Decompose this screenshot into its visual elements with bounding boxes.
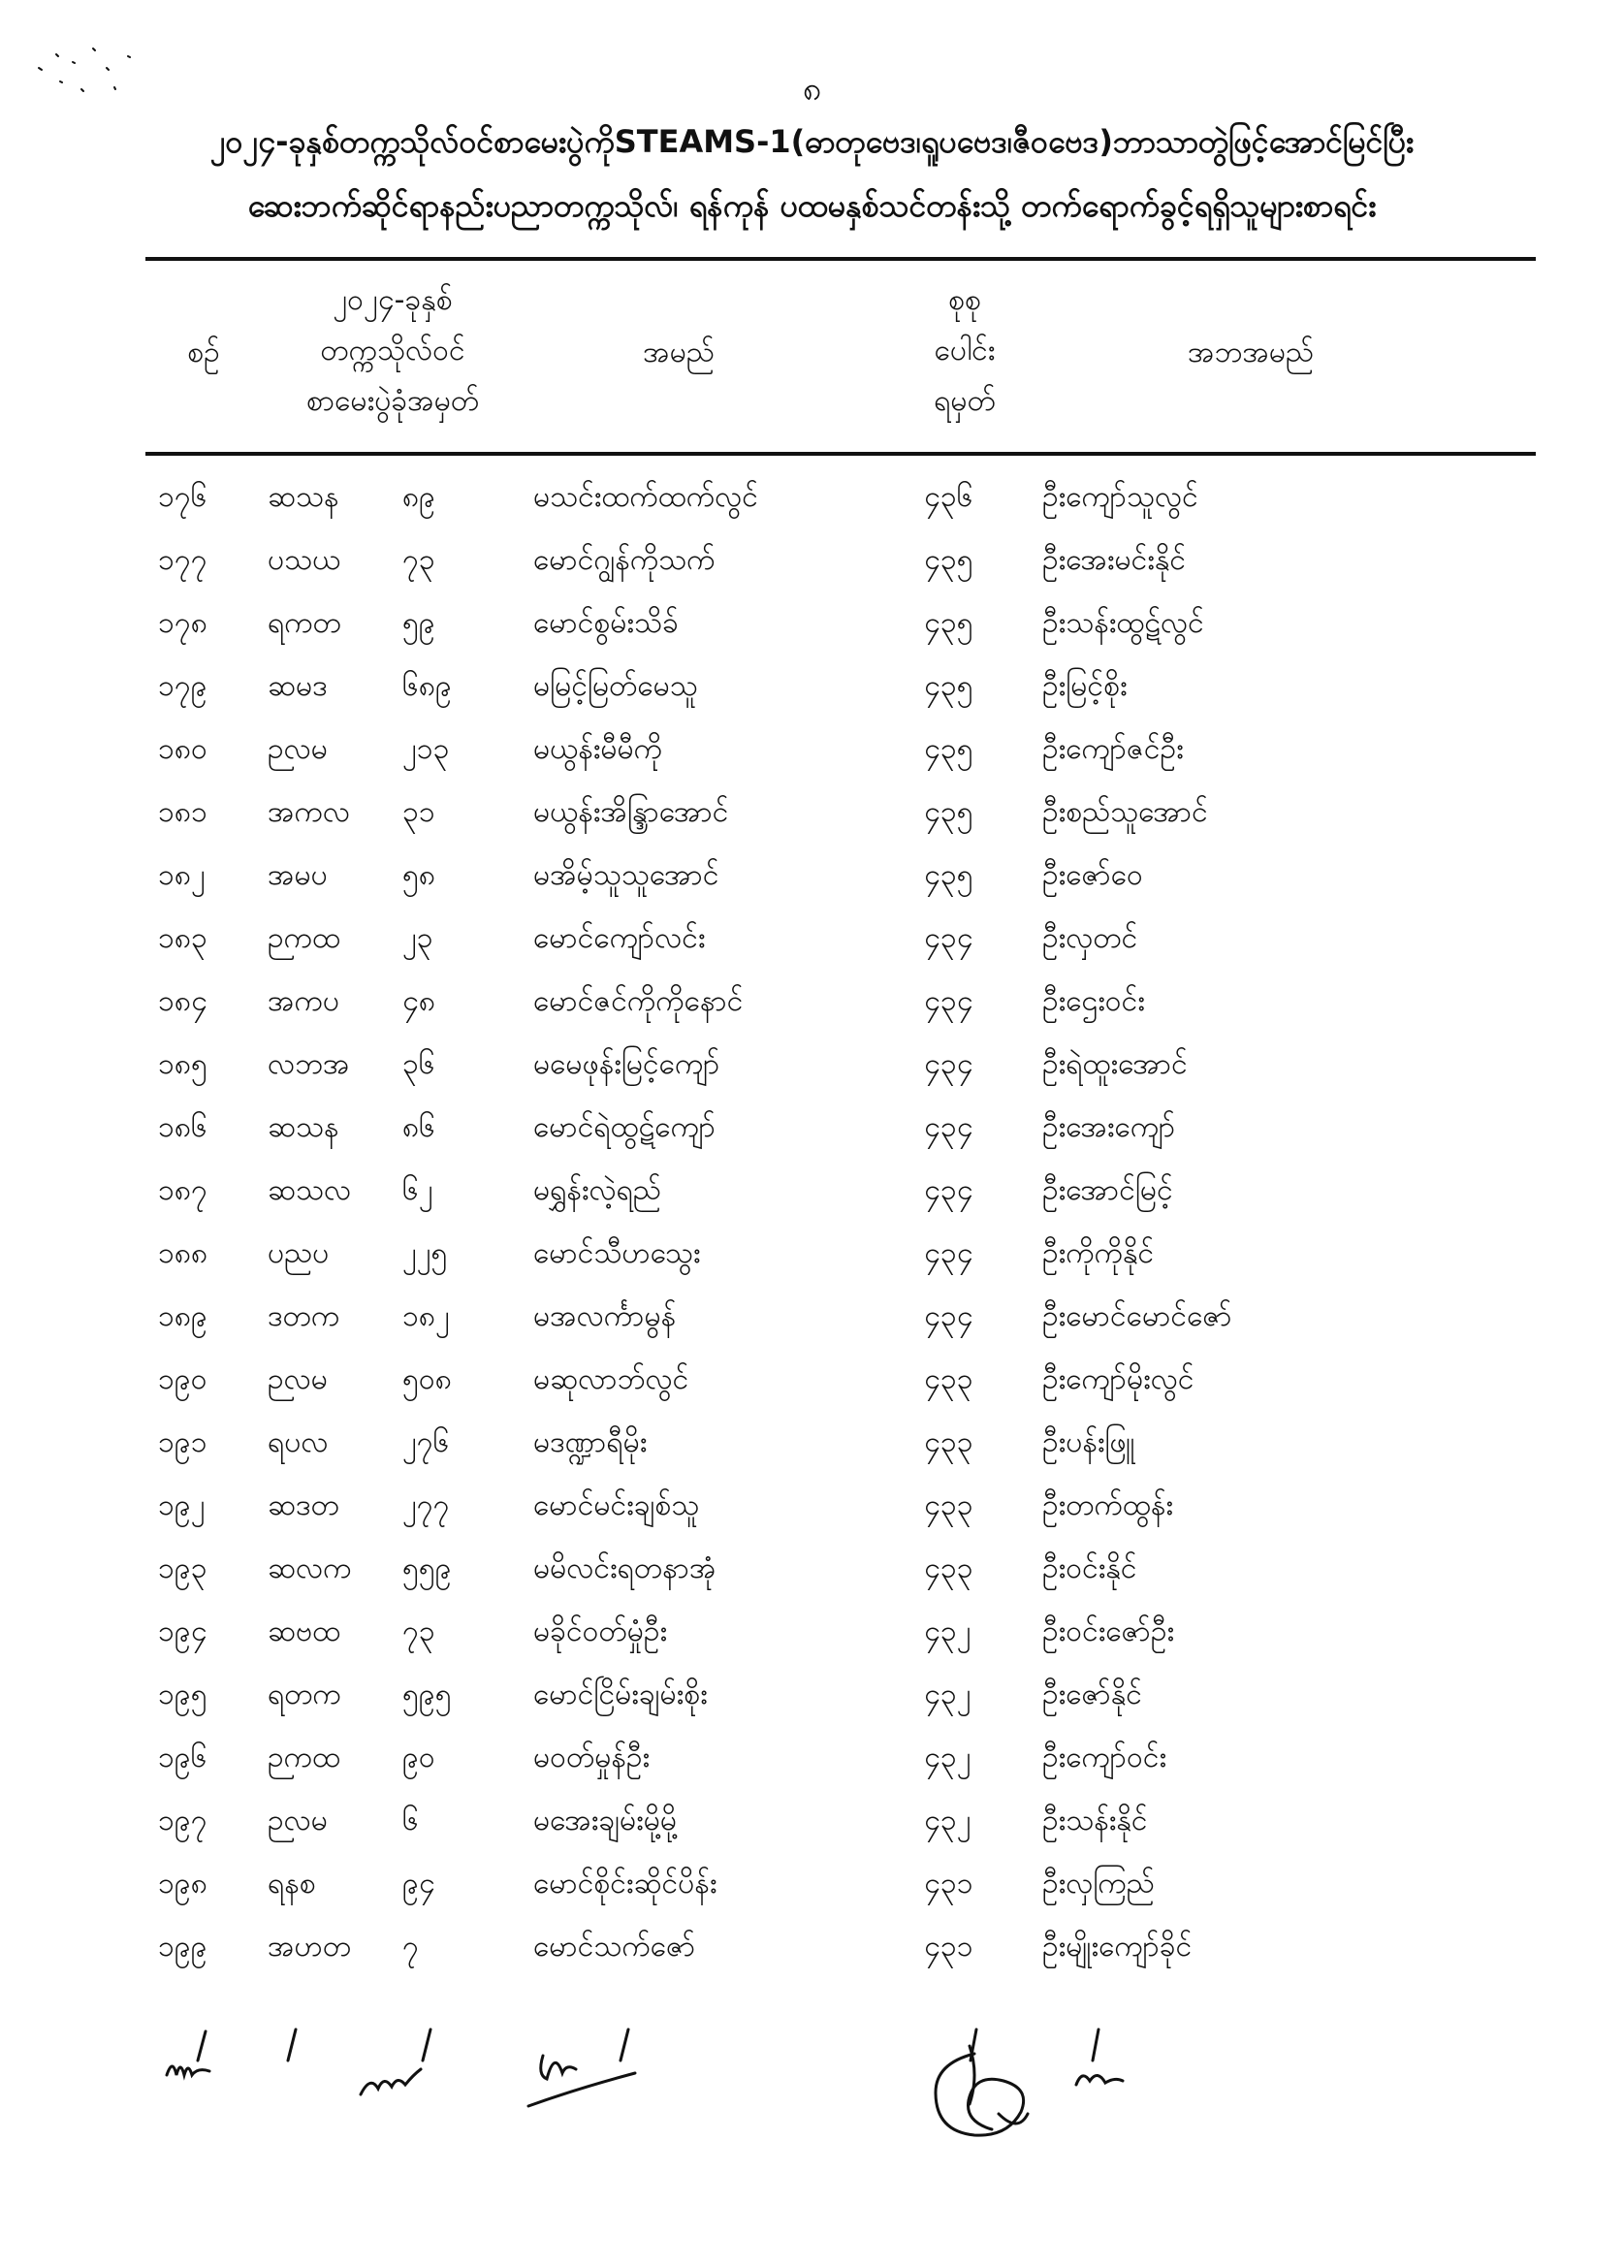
- row-roll-number: ၃၆: [402, 1047, 435, 1081]
- row-roll-number: ၅၅၉: [402, 1551, 452, 1585]
- table-row: [0, 1537, 1624, 1600]
- row-township-code: ရနစ: [268, 1867, 316, 1901]
- row-total-marks: ၄၃၅: [924, 858, 973, 892]
- row-father-name: ဦးသန်းနိုင်: [1042, 1804, 1148, 1837]
- row-township-code: ဉကထ: [268, 1741, 340, 1774]
- header-serial: စဉ်: [187, 335, 220, 369]
- row-total-marks: ၄၃၄: [924, 1299, 973, 1333]
- table-row: [0, 591, 1624, 655]
- row-roll-number: ၇: [402, 1930, 419, 1964]
- table-row: [0, 781, 1624, 844]
- row-township-code: ရပလ: [268, 1425, 329, 1459]
- row-student-name: မအေးချမ်းမို့မို့: [533, 1804, 678, 1837]
- row-township-code: ပသယ: [268, 543, 341, 577]
- row-student-name: မမြင့်မြတ်မေသူ: [533, 669, 698, 703]
- row-roll-number: ၇၃: [402, 1614, 435, 1648]
- row-student-name: မဆုလာဘ်လွင်: [533, 1362, 689, 1396]
- row-student-name: မဒဏ္ဍာရီမိုး: [533, 1425, 648, 1459]
- row-serial: ၁၇၈: [158, 606, 207, 640]
- row-total-marks: ၄၃၃: [924, 1362, 973, 1396]
- row-father-name: ဦးမောင်မောင်ဇော်: [1042, 1299, 1232, 1333]
- row-student-name: မောင်သက်ဇော်: [533, 1930, 696, 1964]
- row-serial: ၁၈၁: [158, 795, 207, 829]
- row-total-marks: ၄၃၅: [924, 543, 973, 577]
- row-roll-number: ၆၂: [402, 1173, 433, 1207]
- row-serial: ၁၈၇: [158, 1173, 207, 1207]
- row-roll-number: ၂၂၅: [402, 1236, 448, 1270]
- row-roll-number: ၄၈: [402, 984, 436, 1018]
- table-row: [0, 1348, 1624, 1411]
- table-row: [0, 1159, 1624, 1222]
- row-serial: ၁၈၈: [158, 1236, 208, 1270]
- row-township-code: ဉလမ: [268, 732, 328, 766]
- row-township-code: ဉကထ: [268, 921, 340, 955]
- row-father-name: ဦးသန်းထွဋ်လွင်: [1042, 606, 1204, 640]
- row-father-name: ဦးကိုကိုနိုင်: [1042, 1236, 1155, 1270]
- row-father-name: ဦးဝင်းဇော်ဦး: [1042, 1614, 1175, 1648]
- row-roll-number: ၈၆: [402, 1110, 436, 1144]
- row-roll-number: ၁၈၂: [402, 1299, 450, 1333]
- row-roll-number: ၅၉၅: [402, 1677, 452, 1711]
- row-father-name: ဦးဌေးဝင်း: [1042, 984, 1145, 1018]
- row-serial: ၁၉၇: [158, 1804, 207, 1837]
- row-father-name: ဦးကျော်မိုးလွင်: [1042, 1362, 1194, 1396]
- row-total-marks: ၄၃၅: [924, 669, 973, 703]
- row-township-code: ဉလမ: [268, 1362, 328, 1396]
- row-serial: ၁၇၇: [158, 543, 207, 577]
- row-township-code: ဆသလ: [268, 1173, 352, 1207]
- row-total-marks: ၄၃၄: [924, 1110, 973, 1144]
- table-row: [0, 465, 1624, 528]
- row-serial: ၁၇၉: [158, 669, 207, 703]
- document-title-line-1: ၂၀၂၄-ခုနှစ်တက္ကသိုလ်ဝင်စာမေးပွဲကိုSTEAMS-1(ဓာတုဗေဒ၊ရူပဗေဒ၊ဇီဝဗေဒ)ဘာသာတွဲဖြင့်အောင်မြင်ပြီး: [209, 123, 1415, 160]
- row-roll-number: ၅၉: [402, 606, 435, 640]
- header-roll-number: [233, 275, 553, 427]
- table-row: [0, 655, 1624, 718]
- signature-5: [1076, 2075, 1123, 2085]
- row-student-name: မသင်းထက်ထက်လွင်: [533, 480, 758, 514]
- row-serial: ၁၉၉: [158, 1930, 207, 1964]
- row-township-code: ဒတက: [268, 1299, 340, 1333]
- row-student-name: မောင်ကျော်လင်း: [533, 921, 706, 955]
- row-student-name: မယွန်းမီမီကို: [533, 732, 663, 766]
- row-total-marks: ၄၃၆: [924, 480, 973, 514]
- row-serial: ၁၇၆: [158, 480, 207, 514]
- row-serial: ၁၉၄: [158, 1614, 207, 1648]
- row-serial: ၁၈၀: [158, 732, 207, 766]
- table-row: [0, 1411, 1624, 1474]
- row-township-code: ဆဒတ: [268, 1488, 339, 1522]
- table-row: [0, 1726, 1624, 1789]
- row-township-code: ရတက: [268, 1677, 341, 1711]
- row-township-code: ဆသန: [268, 1110, 339, 1144]
- row-serial: ၁၈၉: [158, 1299, 207, 1333]
- row-total-marks: ၄၃၁: [924, 1930, 973, 1964]
- row-student-name: မောင်စွမ်းသိခ်: [533, 606, 679, 640]
- row-student-name: မမေဖုန်းမြင့်ကျော်: [533, 1047, 720, 1081]
- row-father-name: ဦးပန်းဖြူ: [1042, 1425, 1135, 1459]
- row-township-code: အကလ: [268, 795, 351, 829]
- row-township-code: ရကတ: [268, 606, 341, 640]
- signature-1: [167, 2066, 209, 2075]
- row-roll-number: ၂၃: [402, 921, 433, 955]
- row-roll-number: ၂၁၃: [402, 732, 450, 766]
- table-top-rule: [145, 257, 1536, 261]
- table-row: [0, 528, 1624, 591]
- header-total-line-3: ရမှတ်: [934, 384, 996, 418]
- row-father-name: ဦးတက်ထွန်း: [1042, 1488, 1173, 1522]
- row-serial: ၁၉၂: [158, 1488, 206, 1522]
- row-student-name: မောင်စိုင်းဆိုင်ပိန်း: [533, 1867, 717, 1901]
- row-roll-number: ၅၀၈: [402, 1362, 452, 1396]
- table-row: [0, 1222, 1624, 1285]
- header-roll-line-1: ၂၀၂၄-ခုနှစ်: [333, 283, 453, 317]
- row-total-marks: ၄၃၂: [924, 1677, 971, 1711]
- row-father-name: ဦးဇော်နိုင်: [1042, 1677, 1142, 1711]
- row-father-name: ဦးအေးကျော်: [1042, 1110, 1176, 1144]
- row-student-name: မအလင်္ကာမွန်: [533, 1299, 677, 1333]
- table-row: [0, 844, 1624, 907]
- row-student-name: မောင်မင်းချစ်သူ: [533, 1488, 700, 1522]
- row-roll-number: ၃၁: [402, 795, 435, 829]
- row-township-code: အဟတ: [268, 1930, 352, 1964]
- header-total-marks: [892, 275, 1037, 427]
- row-father-name: ဦးမျိုးကျော်ခိုင်: [1042, 1930, 1193, 1964]
- table-row: [0, 1096, 1624, 1159]
- row-father-name: ဦးအေးမင်းနိုင်: [1042, 543, 1187, 577]
- header-roll-line-2: တက္ကသိုလ်ဝင်: [320, 334, 465, 367]
- row-township-code: လဘအ: [268, 1047, 350, 1081]
- row-father-name: ဦးဇော်ဝေ: [1042, 858, 1143, 892]
- row-township-code: ပညပ: [268, 1236, 330, 1270]
- row-township-code: ဉလမ: [268, 1804, 328, 1837]
- row-roll-number: ၂၇၇: [402, 1488, 450, 1522]
- table-body: [0, 465, 1624, 1978]
- row-father-name: ဦးကျော်ဇင်ဦး: [1042, 732, 1184, 766]
- header-total-line-2: ပေါင်း: [934, 334, 996, 367]
- row-township-code: ဆသန: [268, 480, 339, 514]
- row-roll-number: ၆၈၉: [402, 669, 452, 703]
- row-father-name: ဦးလှကြည်: [1042, 1867, 1155, 1901]
- row-total-marks: ၄၃၄: [924, 1236, 973, 1270]
- row-roll-number: ၈၉: [402, 480, 436, 514]
- row-serial: ၁၉၁: [158, 1425, 207, 1459]
- row-serial: ၁၈၄: [158, 984, 207, 1018]
- row-student-name: မောင်သီဟသွေး: [533, 1236, 701, 1270]
- row-total-marks: ၄၃၂: [924, 1614, 971, 1648]
- row-student-name: မမိလင်းရတနာအုံ: [533, 1551, 716, 1585]
- row-total-marks: ၄၃၃: [924, 1425, 973, 1459]
- row-township-code: ဆလက: [268, 1551, 352, 1585]
- header-father-name: အဘအမည်: [1187, 335, 1315, 369]
- row-total-marks: ၄၃၃: [924, 1551, 973, 1585]
- row-serial: ၁၉၆: [158, 1741, 207, 1774]
- row-total-marks: ၄၃၄: [924, 1173, 973, 1207]
- row-serial: ၁၉၀: [158, 1362, 207, 1396]
- row-total-marks: ၄၃၅: [924, 795, 973, 829]
- row-total-marks: ၄၃၄: [924, 984, 973, 1018]
- table-header-rule: [145, 452, 1536, 456]
- row-student-name: မောင်ငြိမ်းချမ်းစိုး: [533, 1677, 708, 1711]
- row-father-name: ဦးစည်သူအောင်: [1042, 795, 1208, 829]
- row-total-marks: ၄၃၁: [924, 1867, 973, 1901]
- row-township-code: ဆမဒ: [268, 669, 328, 703]
- row-roll-number: ၂၇၆: [402, 1425, 450, 1459]
- row-father-name: ဦးရဲထူးအောင်: [1042, 1047, 1188, 1081]
- signature-2: [361, 2069, 421, 2094]
- row-township-code: ဆဗထ: [268, 1614, 341, 1648]
- table-row: [0, 1663, 1624, 1726]
- table-row: [0, 1285, 1624, 1348]
- row-roll-number: ၅၈: [402, 858, 436, 892]
- table-row: [0, 907, 1624, 970]
- table-row: [0, 1852, 1624, 1915]
- table-row: [0, 718, 1624, 781]
- table-row: [0, 970, 1624, 1033]
- table-row: [0, 1789, 1624, 1852]
- row-student-name: မအိမ့်သူသူအောင်: [533, 858, 719, 892]
- row-serial: ၁၉၈: [158, 1867, 207, 1901]
- row-father-name: ဦးဝင်းနိုင်: [1042, 1551, 1137, 1585]
- table-row: [0, 1600, 1624, 1663]
- row-father-name: ဦးမြင့်စိုး: [1042, 669, 1128, 703]
- row-total-marks: ၄၃၃: [924, 1488, 973, 1522]
- row-student-name: မယွန်းအိန္ဒြာအောင်: [533, 795, 729, 829]
- row-serial: ၁၈၆: [158, 1110, 207, 1144]
- page-number: ၈: [802, 70, 822, 109]
- row-serial: ၁၈၃: [158, 921, 207, 955]
- row-total-marks: ၄၃၂: [924, 1741, 971, 1774]
- row-total-marks: ၄၃၄: [924, 1047, 973, 1081]
- row-student-name: မရွှန်းလဲ့ရည်: [533, 1173, 661, 1207]
- row-roll-number: ၇၃: [402, 543, 435, 577]
- row-serial: ၁၉၅: [158, 1677, 207, 1711]
- document-title-line-2: ဆေးဘက်ဆိုင်ရာနည်းပညာတက္ကသိုလ်၊ ရန်ကုန် ပထမနှစ်သင်တန်းသို့ တက်ရောက်ခွင့်ရရှိသူများစာရင်း: [247, 187, 1377, 224]
- row-serial: ၁၈၅: [158, 1047, 207, 1081]
- row-student-name: မခိုင်ဝတ်မှုံဦး: [533, 1614, 668, 1648]
- header-total-line-1: စုစု: [948, 283, 981, 317]
- row-father-name: ဦးကျော်ဝင်း: [1042, 1741, 1167, 1774]
- row-father-name: ဦးကျော်သူလွင်: [1042, 480, 1198, 514]
- row-serial: ၁၈၂: [158, 858, 206, 892]
- row-roll-number: ၉၀: [402, 1741, 435, 1774]
- row-total-marks: ၄၃၂: [924, 1804, 971, 1837]
- row-total-marks: ၄၃၄: [924, 921, 973, 955]
- row-father-name: ဦးလှတင်: [1042, 921, 1138, 955]
- row-father-name: ဦးအောင်မြင့်: [1042, 1173, 1173, 1207]
- row-student-name: မောင်ဇင်ကိုကိုနောင်: [533, 984, 744, 1018]
- row-student-name: မောင်ဂျွန်ကိုသက်: [533, 543, 716, 577]
- table-row: [0, 1915, 1624, 1978]
- row-roll-number: ၆: [402, 1804, 419, 1837]
- initial-marks: [198, 2029, 1099, 2060]
- row-township-code: အမပ: [268, 858, 328, 892]
- row-total-marks: ၄၃၅: [924, 732, 973, 766]
- header-name: အမည်: [643, 335, 715, 369]
- row-serial: ၁၉၃: [158, 1551, 207, 1585]
- signature-3: [528, 2056, 635, 2106]
- row-total-marks: ၄၃၅: [924, 606, 973, 640]
- row-roll-number: ၉၄: [402, 1867, 435, 1901]
- row-student-name: မောင်ရဲထွဋ်ကျော်: [533, 1110, 716, 1144]
- table-row: [0, 1474, 1624, 1537]
- row-student-name: မဝတ်မှုန်ဦး: [533, 1741, 651, 1774]
- table-row: [0, 1033, 1624, 1096]
- header-roll-line-3: စာမေးပွဲခုံအမှတ်: [305, 384, 480, 418]
- row-township-code: အကပ: [268, 984, 340, 1018]
- signature-4: [936, 2046, 1028, 2135]
